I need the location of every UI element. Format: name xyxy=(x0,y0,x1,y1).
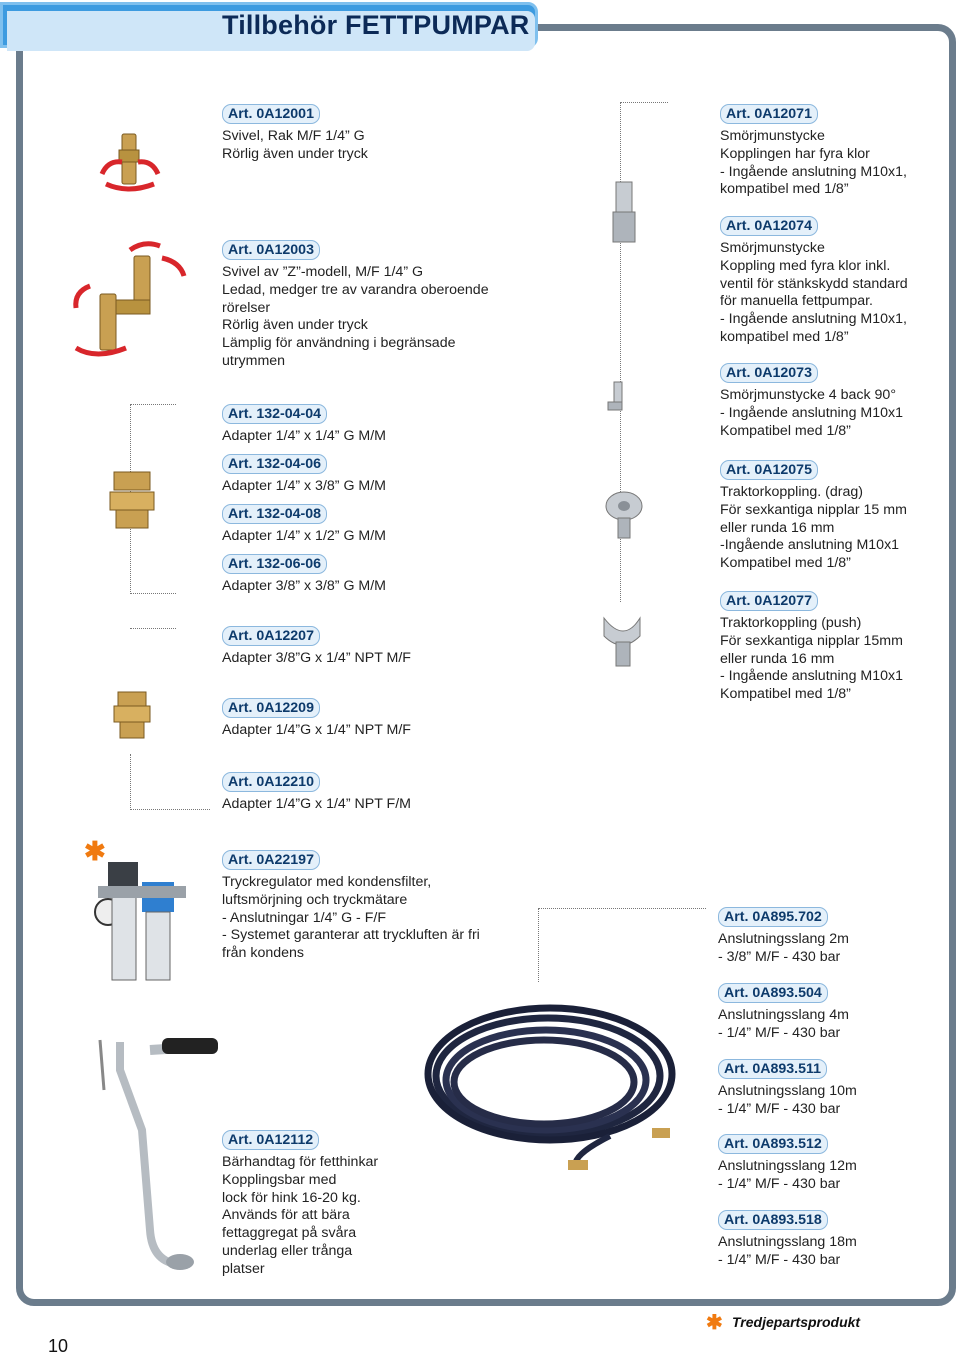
description-line: Svivel av ”Z”-modell, M/F 1/4” G xyxy=(222,264,424,280)
description-line: Traktorkoppling. (drag) xyxy=(720,484,863,500)
description-line: Kompatibel med 1/8” xyxy=(720,422,851,439)
description-line: Adapter 3/8”G x 1/4” NPT M/F xyxy=(222,650,411,666)
product-item xyxy=(222,850,480,963)
description-line: kompatibel med 1/8” xyxy=(720,328,849,345)
description-line: Anslutningsslang 10m xyxy=(718,1083,857,1099)
product-item xyxy=(718,1134,857,1194)
article-number: Art. 0A12001 xyxy=(222,104,320,124)
description-line: rörelser xyxy=(222,299,271,316)
product-item xyxy=(222,554,386,596)
product-item xyxy=(222,104,368,164)
description-line: Kopplingsbar med xyxy=(222,1171,337,1188)
article-number: Art. 132-04-04 xyxy=(222,404,327,424)
article-number: Art. 0A12003 xyxy=(222,240,320,260)
description-line: lock för hink 16-20 kg. xyxy=(222,1189,361,1206)
description-line: platser xyxy=(222,1260,265,1277)
article-number: Art. 0A895.702 xyxy=(718,907,828,927)
tractor-push-coupler-image xyxy=(600,614,644,668)
description-line: Används för att bära xyxy=(222,1207,350,1224)
product-item xyxy=(720,460,907,573)
description-line: Anslutningsslang 2m xyxy=(718,931,849,947)
third-party-star-icon: ✱ xyxy=(706,1312,723,1334)
description-line: Bärhandtag för fetthinkar xyxy=(222,1154,379,1170)
description-line: Smörjmunstycke xyxy=(720,240,825,256)
description-line: - 1/4” M/F - 430 bar xyxy=(718,1024,841,1041)
description-line: Rörlig även under tryck xyxy=(222,317,368,334)
product-item xyxy=(718,907,849,967)
description-line: Ledad, medger tre av varandra oberoende xyxy=(222,281,489,298)
article-number: Art. 0A893.512 xyxy=(718,1134,828,1154)
product-item xyxy=(222,240,489,371)
description-line: Lämplig för användning i begränsade xyxy=(222,335,456,352)
article-number: Art. 0A12073 xyxy=(720,363,818,383)
product-item xyxy=(720,591,903,704)
description-line: - 1/4” M/F - 430 bar xyxy=(718,1175,841,1192)
description-line: Adapter 1/4”G x 1/4” NPT F/M xyxy=(222,796,411,812)
article-number: Art. 132-04-06 xyxy=(222,454,327,474)
description-line: Anslutningsslang 12m xyxy=(718,1158,857,1174)
description-line: Anslutningsslang 4m xyxy=(718,1007,849,1023)
description-line: - Ingående anslutning M10x1, xyxy=(720,311,907,328)
third-party-note: Tredjepartsprodukt xyxy=(732,1314,861,1330)
product-item xyxy=(222,1130,378,1279)
connector-line xyxy=(130,754,210,810)
pressure-regulator-image xyxy=(94,856,194,984)
description-line: Kompatibel med 1/8” xyxy=(720,555,851,572)
description-line: Adapter 1/4” x 1/2” G M/M xyxy=(222,528,387,544)
tractor-coupler-image xyxy=(600,488,644,540)
product-item xyxy=(222,626,411,668)
article-number: Art. 0A893.518 xyxy=(718,1210,828,1230)
description-line: Traktorkoppling (push) xyxy=(720,615,862,631)
description-line: från kondens xyxy=(222,945,305,962)
product-item xyxy=(718,1210,857,1270)
description-line: ventil för stänkskydd standard xyxy=(720,275,908,292)
description-line: - Ingående anslutning M10x1 xyxy=(720,404,903,421)
page-number: 10 xyxy=(48,1336,69,1356)
product-item xyxy=(718,983,849,1043)
description-line: - Systemet garanterar att tryckluften är fri xyxy=(222,927,480,944)
description-line: Koppling med fyra klor inkl. xyxy=(720,257,891,274)
article-number: Art. 0A22197 xyxy=(222,850,320,870)
article-number: Art. 0A12075 xyxy=(720,460,818,480)
product-item xyxy=(222,404,386,446)
page-title: Tillbehör FETTPUMPAR xyxy=(222,10,530,40)
description-line: Anslutningsslang 18m xyxy=(718,1234,857,1250)
description-line: Smörjmunstycke 4 back 90° xyxy=(720,387,896,403)
description-line: - Ingående anslutning M10x1, xyxy=(720,163,907,180)
description-line: eller runda 16 mm xyxy=(720,519,835,536)
description-line: - Ingående anslutning M10x1 xyxy=(720,668,903,685)
article-number: Art. 0A893.504 xyxy=(718,983,828,1003)
description-line: För sexkantiga nipplar 15 mm xyxy=(720,501,907,518)
description-line: Kopplingen har fyra klor xyxy=(720,145,870,162)
product-item xyxy=(222,772,411,814)
bucket-handle-image xyxy=(96,1030,226,1280)
description-line: Adapter 1/4”G x 1/4” NPT M/F xyxy=(222,722,411,738)
description-line: Kompatibel med 1/8” xyxy=(720,686,851,703)
description-line: för manuella fettpumpar. xyxy=(720,293,873,310)
article-number: Art. 0A12209 xyxy=(222,698,320,718)
description-line: För sexkantiga nipplar 15mm xyxy=(720,632,903,649)
description-line: Adapter 3/8” x 3/8” G M/M xyxy=(222,578,387,594)
article-number: Art. 132-04-08 xyxy=(222,504,327,524)
description-line: luftsmörjning och tryckmätare xyxy=(222,891,408,908)
description-line: Svivel, Rak M/F 1/4” G xyxy=(222,128,365,144)
article-number: Art. 0A12112 xyxy=(222,1130,319,1150)
description-line: Adapter 1/4” x 1/4” G M/M xyxy=(222,428,387,444)
swivel-z-image xyxy=(70,238,190,362)
hose-coil-image xyxy=(400,996,680,1186)
description-line: Adapter 1/4” x 3/8” G M/M xyxy=(222,478,387,494)
description-line: - 1/4” M/F - 430 bar xyxy=(718,1100,841,1117)
adapter-image xyxy=(108,470,156,530)
description-line: - 1/4” M/F - 430 bar xyxy=(718,1251,841,1268)
product-item xyxy=(718,1059,857,1119)
article-number: Art. 0A12210 xyxy=(222,772,320,792)
article-number: Art. 0A12074 xyxy=(720,216,818,236)
connector-line xyxy=(130,628,176,629)
article-number: Art. 132-06-06 xyxy=(222,554,327,574)
description-line: - Anslutningar 1/4” G - F/F xyxy=(222,909,387,926)
adapter-npt-image xyxy=(112,690,152,740)
description-line: eller runda 16 mm xyxy=(720,650,835,667)
description-line: underlag eller trånga xyxy=(222,1242,353,1259)
product-item xyxy=(222,504,386,546)
product-item xyxy=(720,104,907,199)
description-line: Rörlig även under tryck xyxy=(222,145,368,162)
article-number: Art. 0A893.511 xyxy=(718,1059,827,1079)
connector-line xyxy=(538,908,539,982)
grease-coupler-image xyxy=(610,180,638,244)
angle-coupler-image xyxy=(606,380,628,414)
swivel-straight-image xyxy=(92,128,168,194)
description-line: fettaggregat på svåra xyxy=(222,1225,357,1242)
description-line: kompatibel med 1/8” xyxy=(720,181,849,198)
description-line: Tryckregulator med kondensfilter, xyxy=(222,874,432,890)
article-number: Art. 0A12077 xyxy=(720,591,818,611)
product-item xyxy=(222,698,411,740)
description-line: - 3/8” M/F - 430 bar xyxy=(718,948,841,965)
article-number: Art. 0A12071 xyxy=(720,104,818,124)
article-number: Art. 0A12207 xyxy=(222,626,320,646)
description-line: utrymmen xyxy=(222,352,286,369)
product-item xyxy=(222,454,386,496)
third-party-star-icon: ✱ xyxy=(84,836,106,866)
description-line: Smörjmunstycke xyxy=(720,128,825,144)
description-line: -Ingående anslutning M10x1 xyxy=(720,537,900,554)
product-item xyxy=(720,363,903,440)
connector-line xyxy=(538,908,706,909)
product-item xyxy=(720,216,908,347)
